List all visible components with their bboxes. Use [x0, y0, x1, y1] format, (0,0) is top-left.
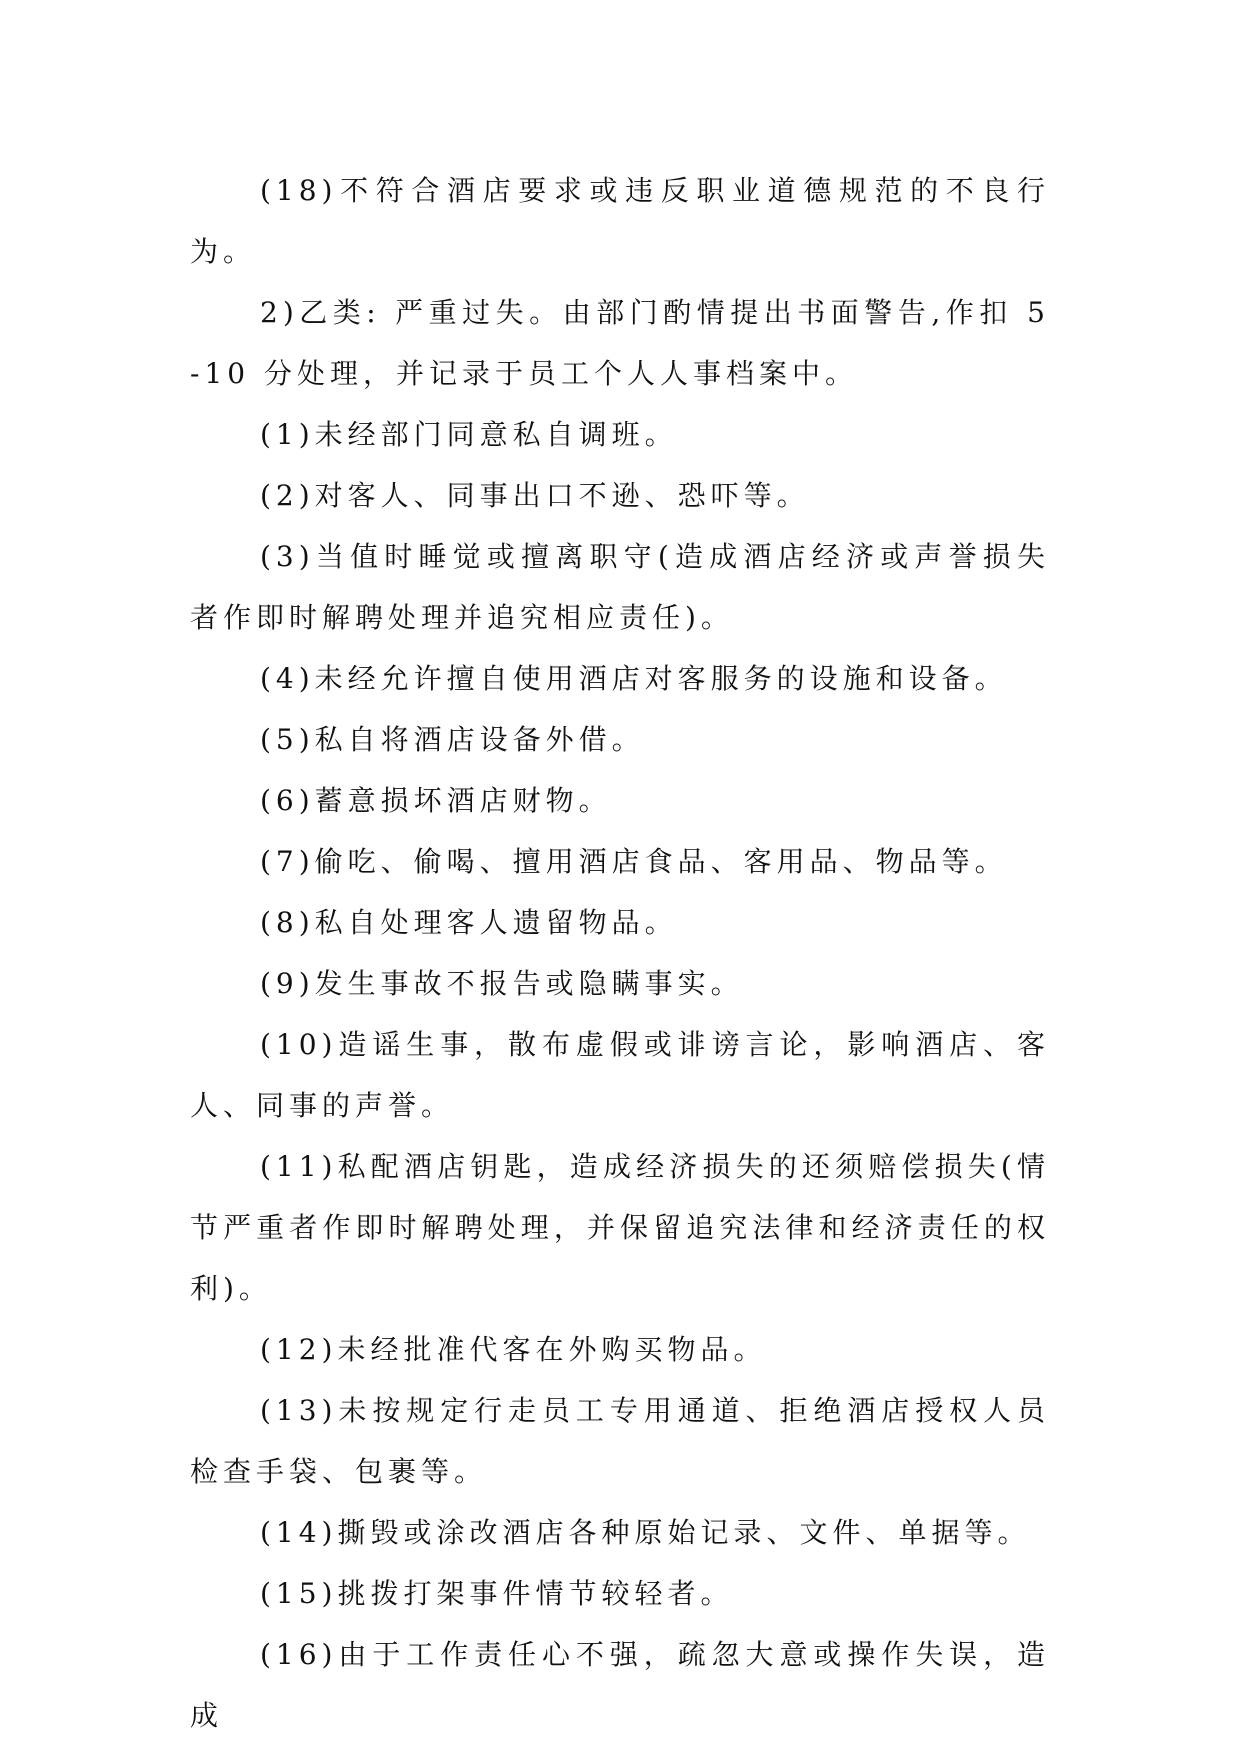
paragraph-item-9: (9)发生事故不报告或隐瞒事实。 — [260, 967, 744, 1000]
paragraph-item-16: (16)由于工作责任心不强，疏忽大意或操作失误，造成 — [190, 1638, 1050, 1732]
paragraph-item-2: (2)对客人、同事出口不逊、恐吓等。 — [260, 479, 810, 512]
paragraph-item-10: (10)造谣生事，散布虚假或诽谤言论，影响酒店、客人、同事的声誉。 — [190, 1028, 1050, 1122]
paragraph-item-13: (13)未按规定行走员工专用通道、拒绝酒店授权人员检查手袋、包裹等。 — [190, 1394, 1050, 1488]
paragraph-item-14: (14)撕毁或涂改酒店各种原始记录、文件、单据等。 — [260, 1516, 1031, 1549]
paragraph-item-18: (18)不符合酒店要求或违反职业道德规范的不良行为。 — [190, 174, 1050, 268]
paragraph-item-12: (12)未经批准代客在外购买物品。 — [260, 1333, 767, 1366]
paragraph-item-8: (8)私自处理客人遗留物品。 — [260, 906, 678, 939]
paragraph-item-7: (7)偷吃、偷喝、擅用酒店食品、客用品、物品等。 — [260, 845, 1008, 878]
paragraph-item-3: (3)当值时睡觉或擅离职守(造成酒店经济或声誉损失者作即时解聘处理并追究相应责任)。 — [190, 540, 1050, 634]
paragraph-item-6: (6)蓄意损坏酒店财物。 — [260, 784, 612, 817]
paragraph-item-1: (1)未经部门同意私自调班。 — [260, 418, 678, 451]
paragraph-category-b: 2)乙类: 严重过失。由部门酌情提出书面警告,作扣 5-10 分处理，并记录于员工个人人事档案中。 — [190, 296, 1050, 390]
paragraph-item-15: (15)挑拨打架事件情节较轻者。 — [260, 1577, 734, 1610]
paragraph-item-4: (4)未经允许擅自使用酒店对客服务的设施和设备。 — [260, 662, 1008, 695]
document-body — [190, 160, 1050, 1746]
paragraph-item-11: (11)私配酒店钥匙，造成经济损失的还须赔偿损失(情节严重者作即时解聘处理，并保留追究法律和经济责任的权利)。 — [190, 1150, 1050, 1305]
paragraph-item-5: (5)私自将酒店设备外借。 — [260, 723, 645, 756]
